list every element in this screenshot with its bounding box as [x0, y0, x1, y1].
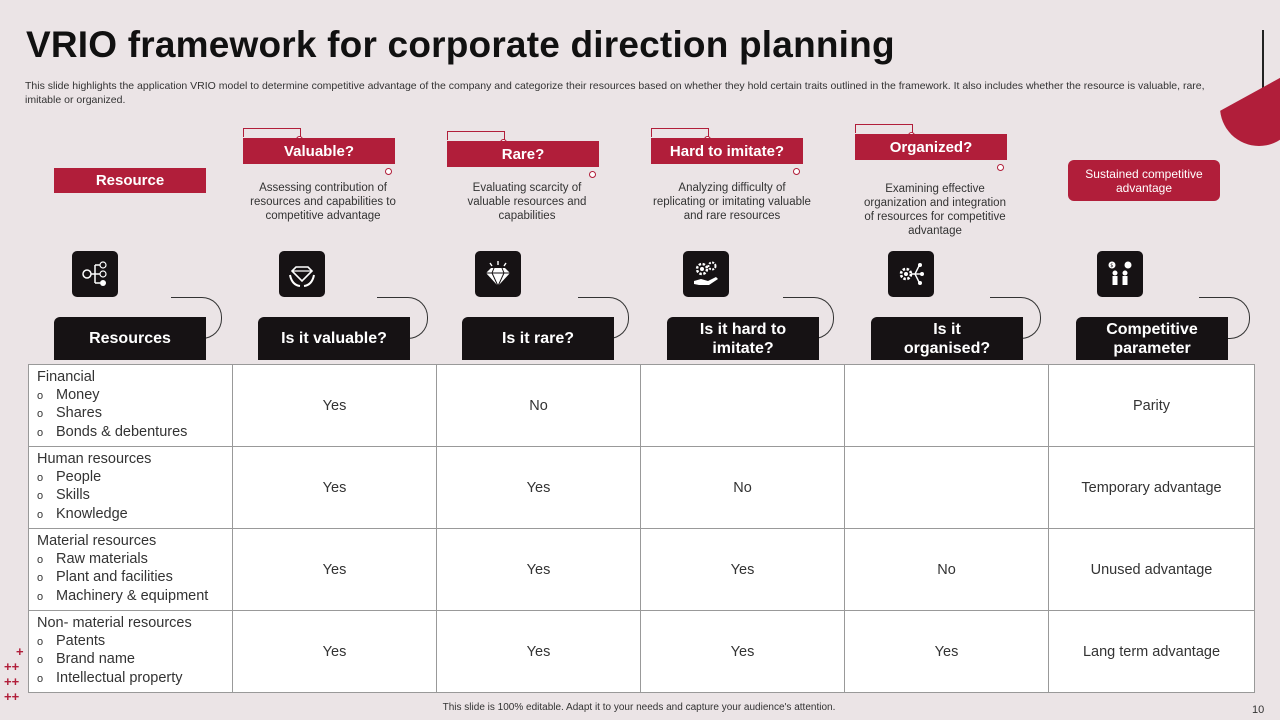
header-organised — [871, 317, 1023, 360]
sustained-advantage-pill — [1068, 160, 1220, 201]
valuable-tab-decoration — [243, 128, 301, 137]
bullet-icon: o — [37, 389, 44, 402]
table-row — [29, 365, 1255, 447]
page-number: 10 — [1252, 704, 1265, 716]
list-item — [37, 424, 224, 443]
sustained-advantage-text: Sustained competitive advantage — [1085, 166, 1203, 195]
header-resources: Resources — [54, 317, 206, 360]
list-item-text: Skills — [56, 487, 90, 503]
imitate-cell: No — [641, 447, 845, 529]
bullet-icon: o — [37, 654, 44, 666]
bullet-icon: o — [37, 408, 44, 420]
organised-cell — [845, 447, 1049, 529]
resource-cell — [29, 611, 233, 693]
header-parameter-text: Competitive parameter — [1106, 320, 1198, 357]
list-item — [37, 469, 224, 488]
list-item — [37, 487, 224, 506]
rare-cell: No — [437, 365, 641, 447]
header-rare-text: Is it rare? — [501, 330, 575, 347]
imitate-description: Analyzing difficulty of replicating or imitating valuable and rare resources — [653, 182, 811, 222]
people-comparison-icon — [1097, 251, 1143, 297]
rare-cell: Yes — [437, 529, 641, 611]
rare-label: Rare? — [447, 141, 599, 167]
valuable-cell: Yes — [233, 611, 437, 693]
organized-dot-2 — [997, 164, 1004, 171]
imitate-cell — [641, 365, 845, 447]
valuable-cell: Yes — [233, 447, 437, 529]
bullet-icon: o — [37, 426, 44, 439]
valuable-label: Valuable? — [243, 138, 395, 164]
bullet-icon: o — [37, 490, 44, 502]
bullet-icon: o — [37, 471, 44, 484]
list-item-text: Money — [56, 386, 100, 403]
list-item-text: Machinery & equipment — [56, 587, 209, 604]
organized-tab-decoration — [855, 124, 913, 133]
header-imitate — [667, 317, 819, 360]
resource-category: Financial — [37, 369, 96, 385]
resource-label: Resource — [54, 168, 206, 193]
list-item — [37, 633, 224, 652]
imitate-cell: Yes — [641, 611, 845, 693]
rare-description: Evaluating scarcity of valuable resources and capabilities — [467, 182, 587, 222]
resource-category: Human resources — [37, 451, 152, 467]
bullet-icon: o — [37, 672, 44, 685]
header-organised-text: Is it organised? — [903, 320, 991, 357]
rare-cell: Yes — [437, 611, 641, 693]
bullet-icon: o — [37, 635, 44, 648]
list-item-text: Patents — [56, 632, 106, 649]
list-item — [37, 405, 224, 424]
resource-category: Material resources — [37, 533, 157, 549]
table-row — [29, 529, 1255, 611]
parameter-cell: Unused advantage — [1049, 529, 1255, 611]
imitate-dot-2 — [793, 168, 800, 175]
header-competitive-parameter — [1076, 317, 1228, 360]
list-item — [37, 569, 224, 588]
resource-category: Non- material resources — [37, 615, 192, 631]
list-item — [37, 588, 224, 607]
valuable-description: Assessing contribution of resources and capabilities to competitive advantage — [250, 182, 396, 222]
header-valuable-text: Is it valuable? — [281, 330, 387, 347]
organised-cell — [845, 365, 1049, 447]
page-title: VRIO framework for corporate direction planning — [26, 24, 895, 65]
rare-tab-decoration — [447, 131, 505, 140]
list-item-text: Bonds & debentures — [56, 423, 188, 440]
page-subtitle: This slide highlights the application VRIO model to determine competitive advantage of the company and categorize their resources based on whether they hold certain traits outlined in the framework. It also includes whether the resource is valuable, rare, imitable or organized. — [25, 80, 1205, 106]
list-item — [37, 387, 224, 406]
parameter-cell: Lang term advantage — [1049, 611, 1255, 693]
list-item — [37, 551, 224, 570]
list-item-text: Plant and facilities — [56, 569, 173, 585]
imitate-label: Hard to imitate? — [651, 138, 803, 164]
list-item-text: Raw materials — [56, 550, 148, 567]
resource-cell — [29, 365, 233, 447]
svg-text:$: $ — [1110, 263, 1114, 269]
diamond-hands-icon — [279, 251, 325, 297]
list-item-text: Intellectual property — [56, 669, 183, 686]
vrio-table — [28, 364, 1255, 693]
list-item-text: People — [56, 468, 102, 485]
valuable-cell: Yes — [233, 365, 437, 447]
valuable-cell: Yes — [233, 529, 437, 611]
list-item-text: Shares — [56, 405, 102, 421]
footer-note: This slide is 100% editable. Adapt it to your needs and capture your audience's attention. — [442, 702, 836, 713]
header-rare — [462, 317, 614, 360]
list-item-text: Brand name — [56, 651, 135, 667]
bullet-icon: o — [37, 508, 44, 521]
header-valuable — [258, 317, 410, 360]
imitate-cell: Yes — [641, 529, 845, 611]
rare-cell: Yes — [437, 447, 641, 529]
organized-description: Examining effective organization and integration of resources for competitive advantage — [864, 183, 1006, 237]
table-row — [29, 611, 1255, 693]
network-gear-icon — [888, 251, 934, 297]
header-imitate-text: Is it hard to imitate? — [699, 320, 787, 357]
diamond-icon — [475, 251, 521, 297]
organized-label: Organized? — [855, 134, 1007, 160]
list-item — [37, 670, 224, 689]
organised-cell: No — [845, 529, 1049, 611]
list-item — [37, 651, 224, 670]
valuable-dot-2 — [385, 168, 392, 175]
list-item-text: Knowledge — [56, 505, 128, 522]
list-item — [37, 506, 224, 525]
bullet-icon: o — [37, 572, 44, 584]
plus-pattern-decoration: + ++ ++ ++ — [4, 644, 24, 704]
imitate-tab-decoration — [651, 128, 709, 137]
resource-cell — [29, 529, 233, 611]
gears-hand-icon — [683, 251, 729, 297]
table-row — [29, 447, 1255, 529]
resource-hierarchy-icon — [72, 251, 118, 297]
rare-dot-2 — [589, 171, 596, 178]
bullet-icon: o — [37, 553, 44, 566]
bullet-icon: o — [37, 590, 44, 603]
parameter-cell: Temporary advantage — [1049, 447, 1255, 529]
organised-cell: Yes — [845, 611, 1049, 693]
resource-cell — [29, 447, 233, 529]
parameter-cell: Parity — [1049, 365, 1255, 447]
